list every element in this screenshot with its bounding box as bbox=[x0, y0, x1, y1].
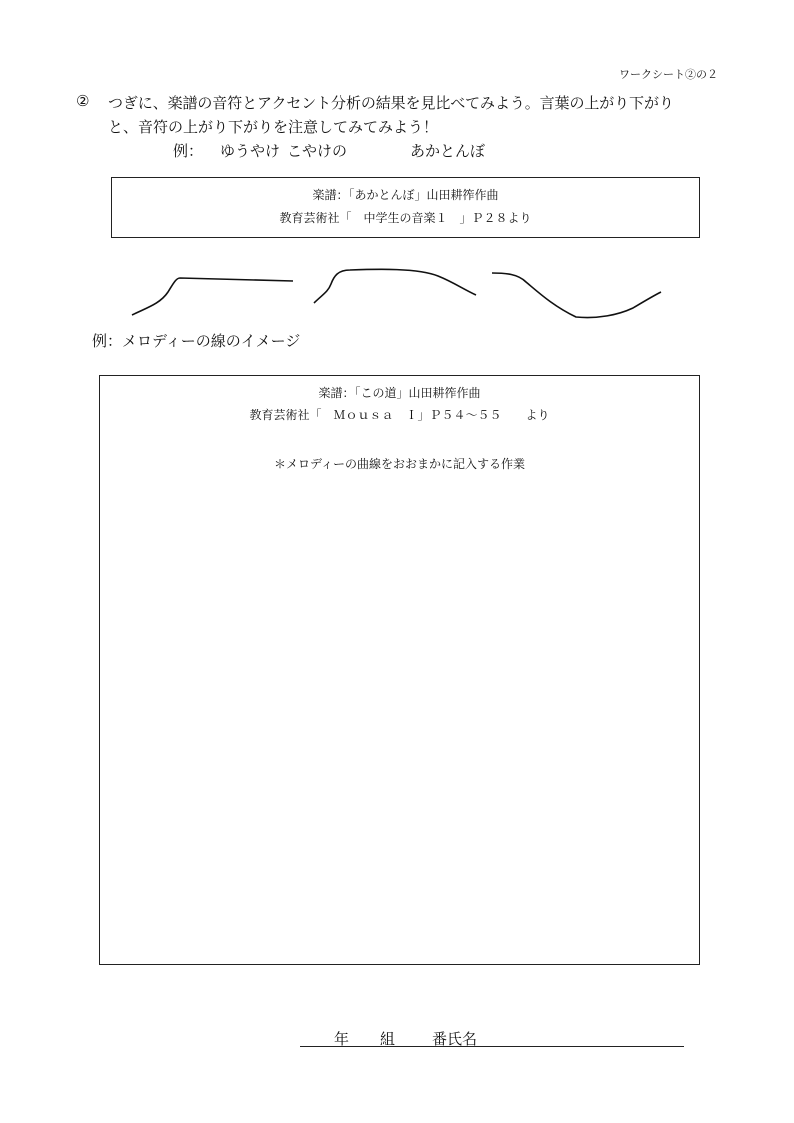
melody-curve-1 bbox=[132, 278, 293, 315]
class-label: 組 bbox=[380, 1030, 396, 1048]
question-text-line2: と、音符の上がり下がりを注意してみてみよう！ bbox=[108, 118, 439, 136]
year-label: 年 bbox=[334, 1030, 350, 1048]
score-1-title: 楽譜：「あかとんぼ」山田耕筰作曲 bbox=[312, 188, 499, 202]
example-word-3: あかとんぼ bbox=[410, 142, 486, 160]
question-text-line1: つぎに、楽譜の音符とアクセント分析の結果を見比べてみよう。言葉の上がり下がり bbox=[108, 94, 674, 112]
example-label: 例： bbox=[173, 142, 204, 160]
number-name-label: 番氏名 bbox=[432, 1030, 478, 1048]
example-word-2: こやけの bbox=[287, 142, 348, 160]
score-2-source: 教育芸術社「 Ｍｏｕｓａ Ｉ」Ｐ５４～５５ より bbox=[249, 408, 550, 422]
melody-curve-2 bbox=[314, 269, 476, 303]
name-line[interactable] bbox=[300, 1028, 684, 1047]
melody-curve-caption: 例：メロディーの線のイメージ bbox=[92, 332, 301, 350]
melody-curve-3 bbox=[492, 273, 661, 318]
worksheet-label: ワークシート②の２ bbox=[619, 68, 718, 81]
melody-curve-illustration bbox=[128, 262, 668, 326]
question-number: ② bbox=[76, 92, 90, 110]
score-1-source: 教育芸術社「 中学生の音楽１ 」Ｐ２８より bbox=[279, 211, 532, 225]
melody-drawing-area[interactable] bbox=[99, 375, 700, 965]
score-2-title: 楽譜：「この道」山田耕筰作曲 bbox=[318, 386, 481, 400]
example-word-1: ゆうやけ bbox=[220, 142, 281, 160]
score-reference-box-1 bbox=[111, 177, 700, 238]
drawing-instruction: ＊メロディーの曲線をおおまかに記入する作業 bbox=[273, 457, 526, 471]
